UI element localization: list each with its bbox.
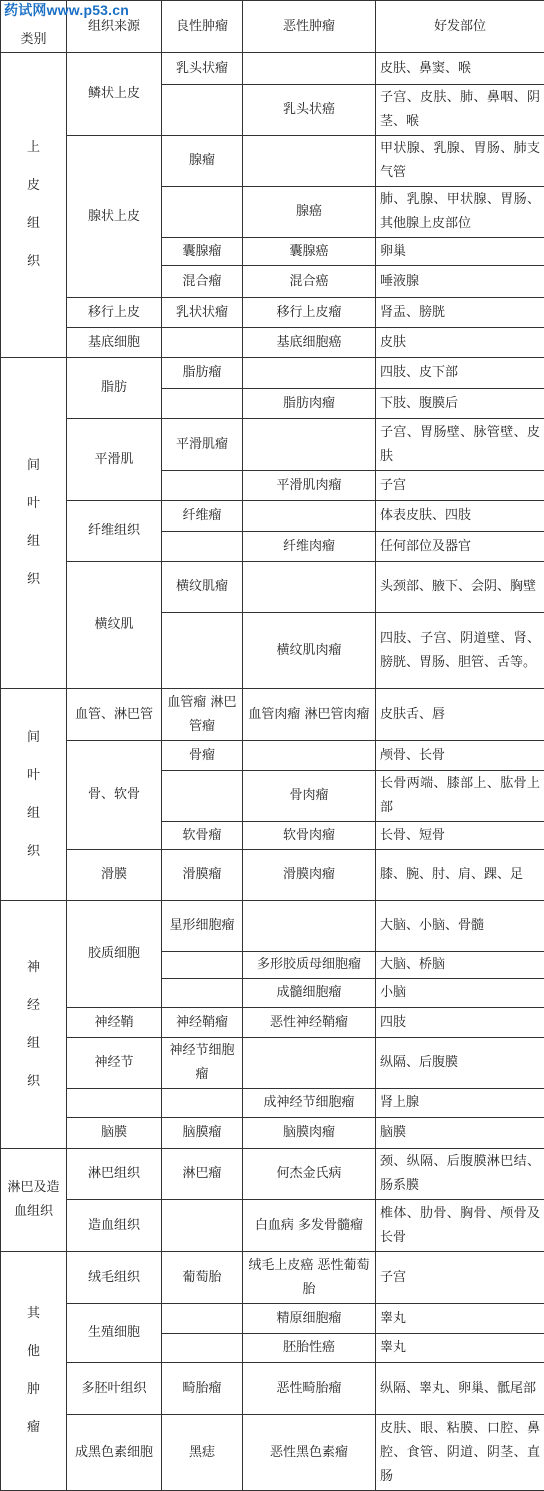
malignant-cell: 胚胎性癌 xyxy=(243,1334,376,1363)
tissue-cell: 移行上皮 xyxy=(67,298,162,328)
site-cell: 睾丸 xyxy=(376,1304,544,1334)
malignant-cell xyxy=(243,136,376,187)
benign-cell: 腺瘤 xyxy=(162,136,243,187)
malignant-cell xyxy=(243,1038,376,1089)
site-cell: 肺、乳腺、甲状腺、胃肠、其他腺上皮部位 xyxy=(376,187,544,238)
malignant-cell: 成髓细胞瘤 xyxy=(243,979,376,1008)
benign-cell xyxy=(162,979,243,1008)
site-cell: 纵隔、后腹膜 xyxy=(376,1038,544,1089)
tissue-cell: 多胚叶组织 xyxy=(67,1363,162,1415)
malignant-cell: 横纹肌肉瘤 xyxy=(243,613,376,689)
site-cell: 头颈部、腋下、会阴、胸壁 xyxy=(376,562,544,613)
site-cell: 子宫 xyxy=(376,471,544,501)
table-row xyxy=(1,1149,544,1200)
site-cell: 颈、纵隔、后腹膜淋巴结、肠系膜 xyxy=(376,1149,544,1200)
benign-cell: 混合瘤 xyxy=(162,266,243,298)
malignant-cell: 恶性畸胎瘤 xyxy=(243,1363,376,1415)
benign-cell: 星形细胞瘤 xyxy=(162,901,243,952)
site-cell: 皮肤、眼、粘膜、口腔、鼻腔、食管、阴道、阴茎、直肠 xyxy=(376,1415,544,1491)
table-row xyxy=(1,53,544,85)
malignant-cell xyxy=(243,562,376,613)
tissue-cell: 绒毛组织 xyxy=(67,1252,162,1304)
tissue-cell: 淋巴组织 xyxy=(67,1149,162,1200)
category-mesenchymal-2: 间 叶 组 织 xyxy=(1,689,67,901)
malignant-cell: 白血病 多发骨髓瘤 xyxy=(243,1200,376,1252)
site-cell: 子宫 xyxy=(376,1252,544,1304)
tissue-cell: 滑膜 xyxy=(67,850,162,901)
site-cell: 皮肤舌、唇 xyxy=(376,689,544,741)
category-neural: 神 经 组 织 xyxy=(1,901,67,1149)
table-row xyxy=(1,689,544,741)
table-row xyxy=(1,1038,544,1089)
table-row xyxy=(1,1252,544,1304)
table-row xyxy=(1,1304,544,1334)
site-cell: 卵巢 xyxy=(376,238,544,266)
benign-cell: 纤维瘤 xyxy=(162,501,243,532)
benign-cell: 骨瘤 xyxy=(162,741,243,771)
site-cell: 下肢、腹膜后 xyxy=(376,389,544,419)
benign-cell: 乳状状瘤 xyxy=(162,298,243,328)
header-tissue: 组织来源 xyxy=(67,1,162,53)
site-cell: 肾盂、膀胱 xyxy=(376,298,544,328)
malignant-cell xyxy=(243,901,376,952)
tissue-cell: 基底细胞 xyxy=(67,328,162,358)
site-cell: 大脑、小脑、骨髓 xyxy=(376,901,544,952)
site-cell: 体表皮肤、四肢 xyxy=(376,501,544,532)
benign-cell xyxy=(162,952,243,979)
watermark: 药试网www.p53.cn xyxy=(4,0,129,20)
table-row xyxy=(1,850,544,901)
tissue-cell: 神经鞘 xyxy=(67,1008,162,1038)
malignant-cell: 恶性黑色素瘤 xyxy=(243,1415,376,1491)
category-epithelial: 上 皮 组 织 xyxy=(1,53,67,358)
benign-cell xyxy=(162,613,243,689)
tissue-cell xyxy=(67,1089,162,1118)
benign-cell: 软骨瘤 xyxy=(162,822,243,850)
malignant-cell: 骨肉瘤 xyxy=(243,771,376,822)
benign-cell xyxy=(162,1089,243,1118)
malignant-cell: 软骨肉瘤 xyxy=(243,822,376,850)
tissue-cell: 平滑肌 xyxy=(67,419,162,501)
benign-cell xyxy=(162,1304,243,1334)
benign-cell: 血管瘤 淋巴管瘤 xyxy=(162,689,243,741)
site-cell: 甲状腺、乳腺、胃肠、肺支气管 xyxy=(376,136,544,187)
benign-cell: 葡萄胎 xyxy=(162,1252,243,1304)
header-site: 好发部位 xyxy=(376,1,544,53)
tissue-cell: 骨、软骨 xyxy=(67,741,162,850)
site-cell: 唾液腺 xyxy=(376,266,544,298)
benign-cell: 黑痣 xyxy=(162,1415,243,1491)
benign-cell xyxy=(162,1334,243,1363)
tissue-cell: 成黑色素细胞 xyxy=(67,1415,162,1491)
benign-cell: 神经节细胞瘤 xyxy=(162,1038,243,1089)
tissue-cell: 生殖细胞 xyxy=(67,1304,162,1363)
tissue-cell: 脑膜 xyxy=(67,1118,162,1149)
tissue-cell: 腺状上皮 xyxy=(67,136,162,298)
tissue-cell: 脂肪 xyxy=(67,358,162,419)
tissue-cell: 纤维组织 xyxy=(67,501,162,562)
benign-cell xyxy=(162,85,243,136)
table-row xyxy=(1,901,544,952)
site-cell: 子宫、皮肤、肺、鼻咽、阴茎、喉 xyxy=(376,85,544,136)
site-cell: 颅骨、长骨 xyxy=(376,741,544,771)
site-cell: 长骨、短骨 xyxy=(376,822,544,850)
table-row xyxy=(1,1089,544,1118)
malignant-cell: 基底细胞癌 xyxy=(243,328,376,358)
tissue-cell: 鳞状上皮 xyxy=(67,53,162,136)
malignant-cell xyxy=(243,419,376,471)
table-row xyxy=(1,1363,544,1415)
malignant-cell: 囊腺癌 xyxy=(243,238,376,266)
site-cell: 子宫、胃肠壁、脉管壁、皮肤 xyxy=(376,419,544,471)
benign-cell: 乳头状瘤 xyxy=(162,53,243,85)
benign-cell: 淋巴瘤 xyxy=(162,1149,243,1200)
malignant-cell: 移行上皮瘤 xyxy=(243,298,376,328)
header-category-text: 类别 xyxy=(20,32,46,47)
malignant-cell xyxy=(243,501,376,532)
site-cell: 睾丸 xyxy=(376,1334,544,1363)
tissue-cell: 神经节 xyxy=(67,1038,162,1089)
benign-cell xyxy=(162,771,243,822)
table-row xyxy=(1,1200,544,1252)
site-cell: 四肢 xyxy=(376,1008,544,1038)
category-mesenchymal: 间 叶 组 织 xyxy=(1,358,67,689)
tissue-cell: 横纹肌 xyxy=(67,562,162,689)
benign-cell xyxy=(162,532,243,562)
malignant-cell: 平滑肌肉瘤 xyxy=(243,471,376,501)
malignant-cell: 滑膜肉瘤 xyxy=(243,850,376,901)
tissue-cell: 血管、淋巴管 xyxy=(67,689,162,741)
malignant-cell: 精原细胞瘤 xyxy=(243,1304,376,1334)
table-row xyxy=(1,1008,544,1038)
site-cell: 长骨两端、膝部上、肱骨上部 xyxy=(376,771,544,822)
site-cell: 小脑 xyxy=(376,979,544,1008)
malignant-cell: 纤维肉瘤 xyxy=(243,532,376,562)
site-cell: 椎体、肋骨、胸骨、颅骨及长骨 xyxy=(376,1200,544,1252)
benign-cell: 脑膜瘤 xyxy=(162,1118,243,1149)
table-row xyxy=(1,328,544,358)
site-cell: 任何部位及器官 xyxy=(376,532,544,562)
malignant-cell: 绒毛上皮癌 恶性葡萄胎 xyxy=(243,1252,376,1304)
malignant-cell: 成神经节细胞瘤 xyxy=(243,1089,376,1118)
site-cell: 膝、腕、肘、肩、踝、足 xyxy=(376,850,544,901)
tissue-cell: 胶质细胞 xyxy=(67,901,162,1008)
malignant-cell: 血管肉瘤 淋巴管肉瘤 xyxy=(243,689,376,741)
benign-cell xyxy=(162,328,243,358)
table-row xyxy=(1,419,544,471)
malignant-cell: 乳头状癌 xyxy=(243,85,376,136)
benign-cell: 神经鞘瘤 xyxy=(162,1008,243,1038)
benign-cell: 畸胎瘤 xyxy=(162,1363,243,1415)
malignant-cell: 何杰金氏病 xyxy=(243,1149,376,1200)
benign-cell: 囊腺瘤 xyxy=(162,238,243,266)
benign-cell: 滑膜瘤 xyxy=(162,850,243,901)
category-lymph-hematopoietic: 淋巴及造血组织 xyxy=(1,1149,67,1252)
site-cell: 脑膜 xyxy=(376,1118,544,1149)
category-other: 其 他 肿 瘤 xyxy=(1,1252,67,1491)
benign-cell xyxy=(162,389,243,419)
benign-cell: 脂肪瘤 xyxy=(162,358,243,389)
benign-cell xyxy=(162,187,243,238)
table-row xyxy=(1,501,544,532)
site-cell: 皮肤 xyxy=(376,328,544,358)
site-cell: 四肢、皮下部 xyxy=(376,358,544,389)
tissue-cell: 造血组织 xyxy=(67,1200,162,1252)
table-row xyxy=(1,136,544,187)
malignant-cell: 多形胶质母细胞瘤 xyxy=(243,952,376,979)
malignant-cell xyxy=(243,741,376,771)
site-cell: 纵隔、睾丸、卵巢、骶尾部 xyxy=(376,1363,544,1415)
malignant-cell xyxy=(243,53,376,85)
benign-cell: 平滑肌瘤 xyxy=(162,419,243,471)
table-row xyxy=(1,1415,544,1491)
malignant-cell: 脂肪肉瘤 xyxy=(243,389,376,419)
benign-cell xyxy=(162,1200,243,1252)
malignant-cell: 恶性神经鞘瘤 xyxy=(243,1008,376,1038)
table-row xyxy=(1,741,544,771)
benign-cell: 横纹肌瘤 xyxy=(162,562,243,613)
site-cell: 大脑、桥脑 xyxy=(376,952,544,979)
malignant-cell: 混合癌 xyxy=(243,266,376,298)
table-row xyxy=(1,1118,544,1149)
benign-cell xyxy=(162,471,243,501)
table-row xyxy=(1,298,544,328)
site-cell: 肾上腺 xyxy=(376,1089,544,1118)
malignant-cell: 腺癌 xyxy=(243,187,376,238)
table-row xyxy=(1,358,544,389)
table-row xyxy=(1,562,544,613)
site-cell: 四肢、子宫、阴道壁、肾、膀胱、胃肠、胆管、舌等。 xyxy=(376,613,544,689)
site-cell: 皮肤、鼻窦、喉 xyxy=(376,53,544,85)
header-benign: 良性肿瘤 xyxy=(162,1,243,53)
malignant-cell: 脑膜肉瘤 xyxy=(243,1118,376,1149)
header-malignant: 恶性肿瘤 xyxy=(243,1,376,53)
malignant-cell xyxy=(243,358,376,389)
